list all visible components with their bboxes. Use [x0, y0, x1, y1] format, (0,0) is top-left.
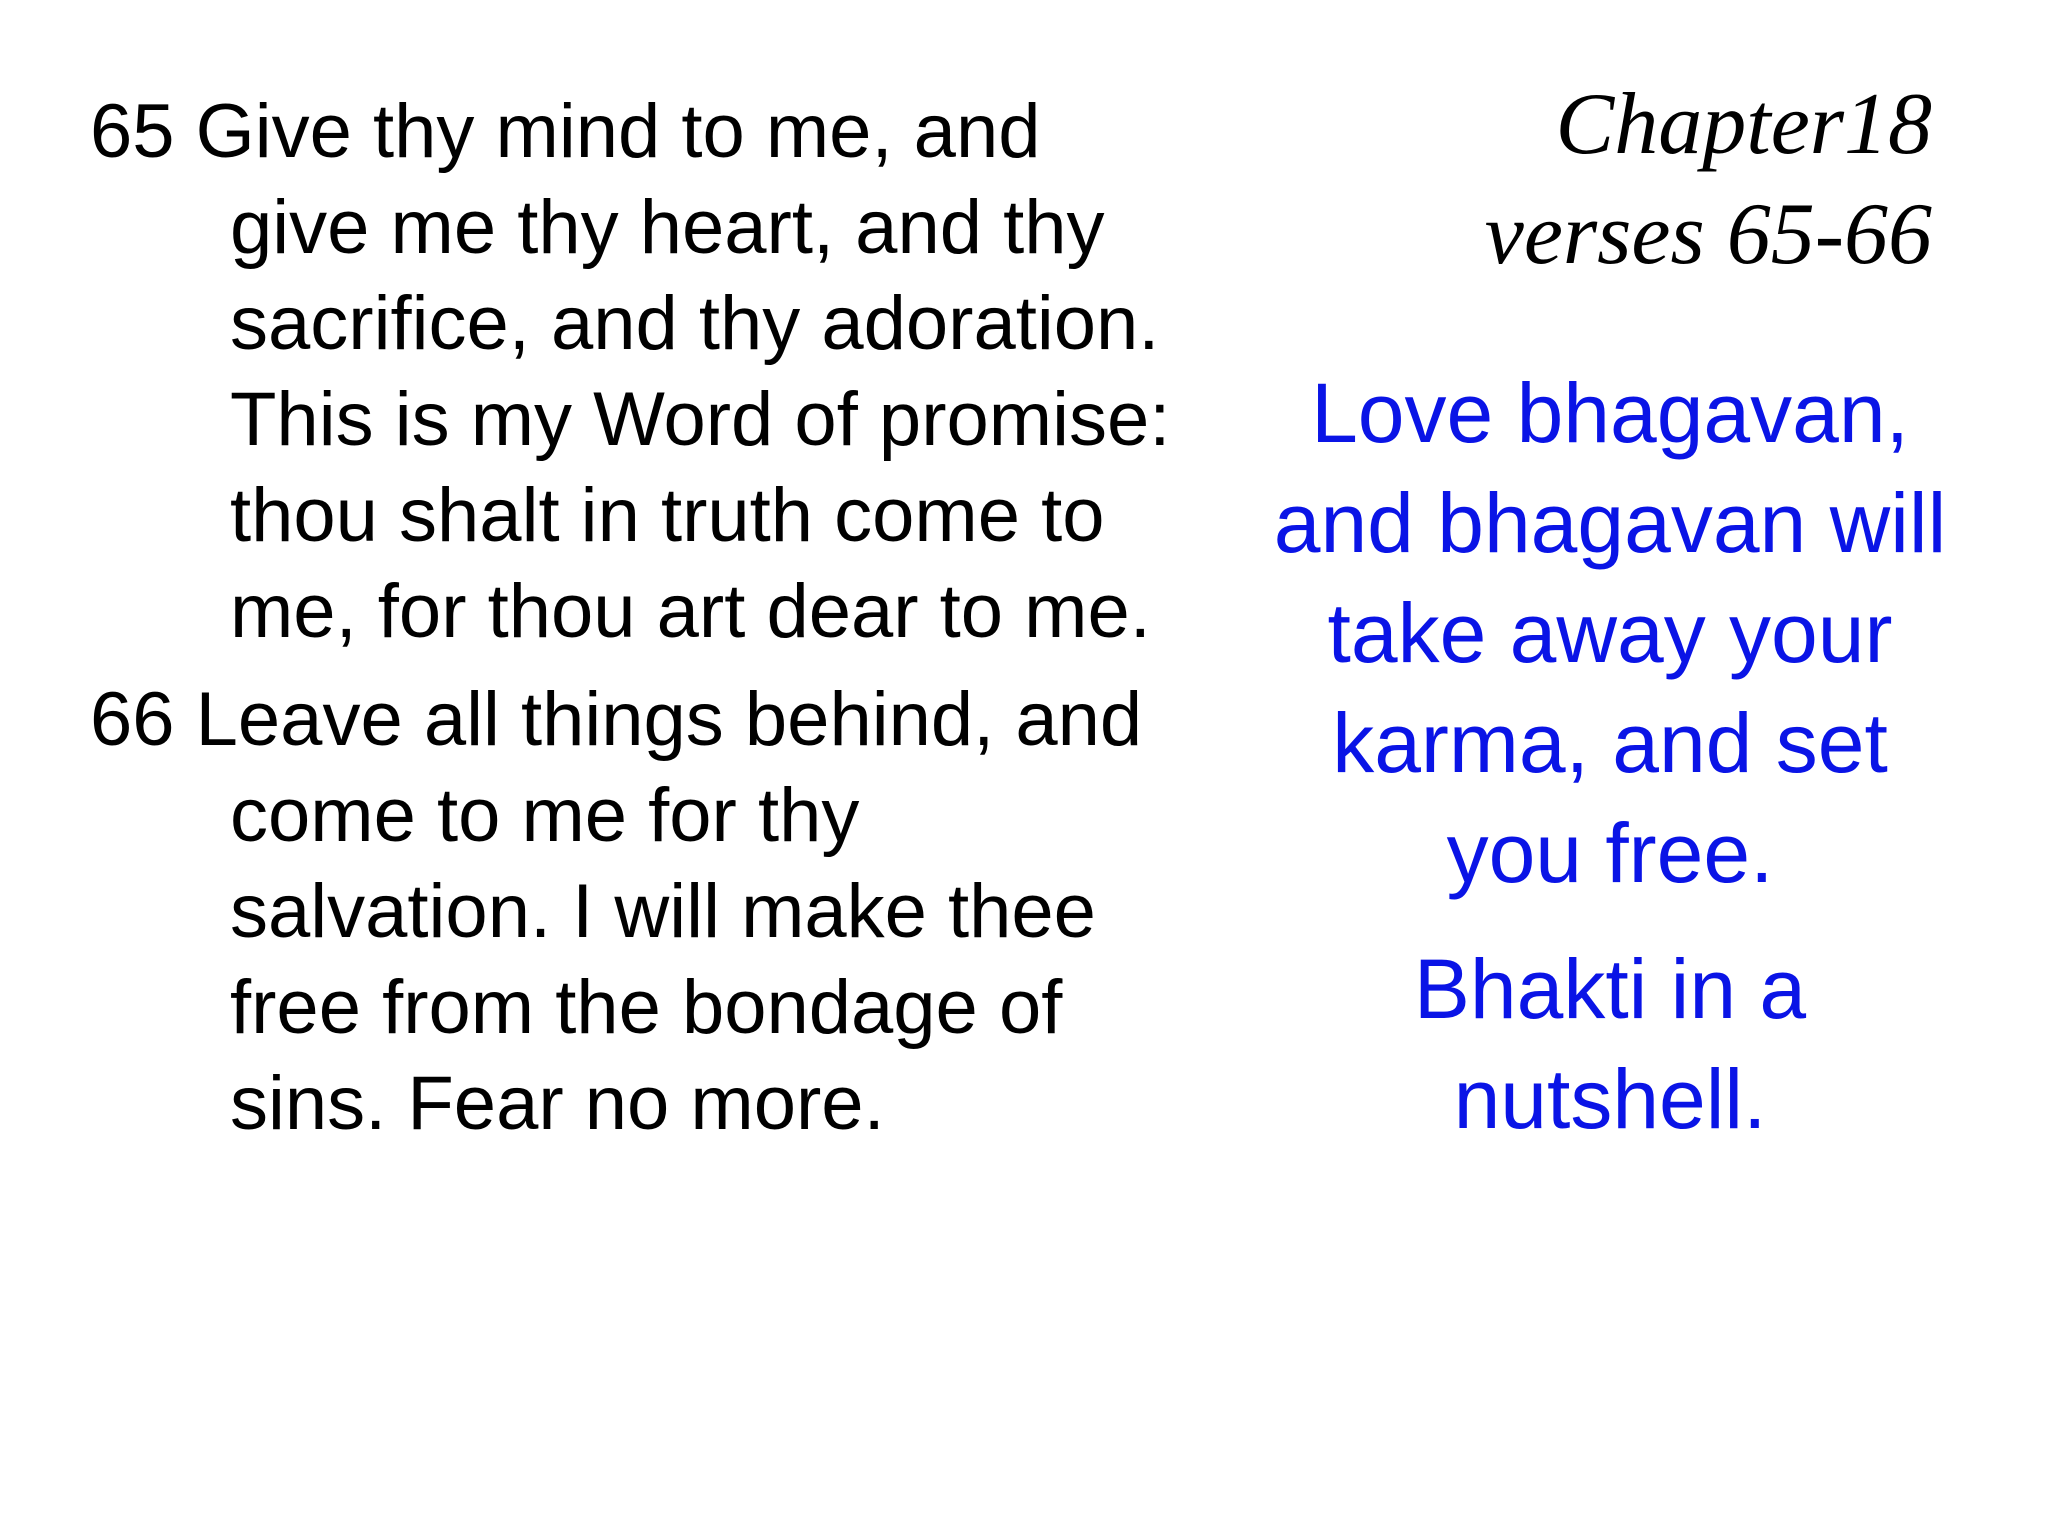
summary-block — [1270, 358, 1950, 1180]
chapter-heading — [1232, 70, 1932, 290]
chapter-title: Chapter18 — [1555, 76, 1932, 173]
summary-tagline: Bhakti in a nutshell. — [1413, 942, 1807, 1146]
verse-65: 65 Give thy mind to me, and give me thy heart, and thy sacrifice, and thy adoration. This is my Word of promise: thou shalt in truth come to me, for thou art dear to me. — [90, 89, 1171, 654]
verse-list — [90, 84, 1190, 1164]
summary-main: Love bhagavan, and bhagavan will take away your karma, and set you free. — [1273, 366, 1947, 900]
verse-66: 66 Leave all things behind, and come to me for thy salvation. I will make thee free from the bondage of sins. Fear no more. — [90, 677, 1143, 1146]
verses-range: verses 65-66 — [1484, 186, 1932, 283]
